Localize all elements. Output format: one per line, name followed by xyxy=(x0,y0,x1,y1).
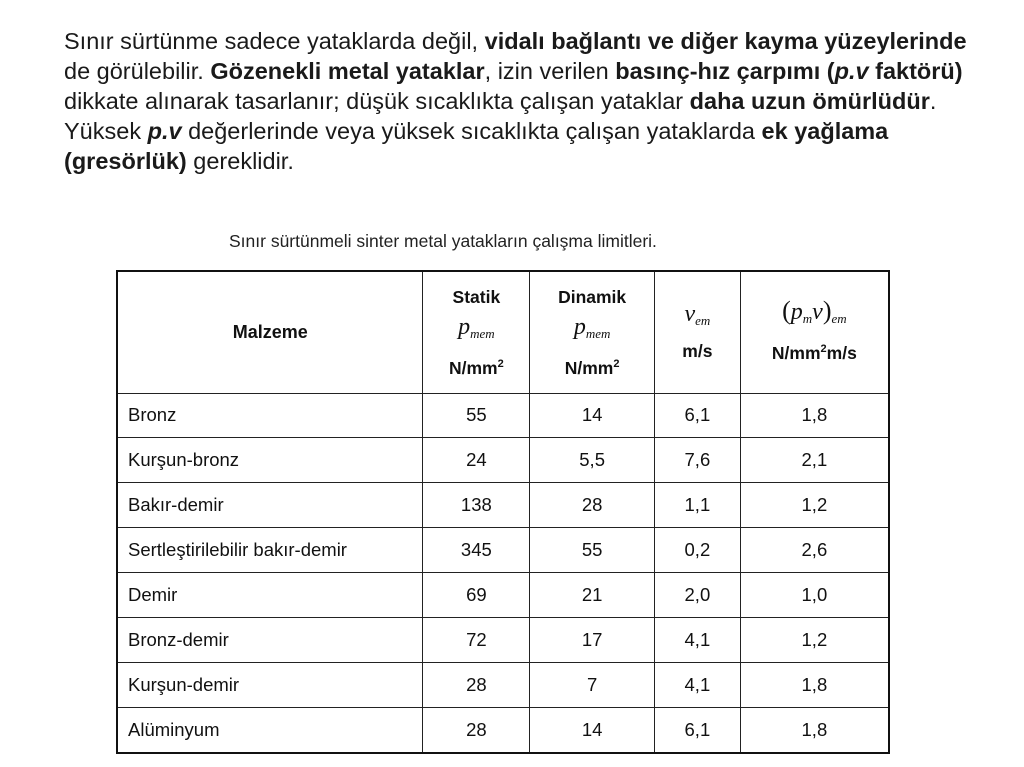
header-pv-sub: em xyxy=(831,311,847,327)
para-bold-3i: p.v xyxy=(834,58,869,84)
table-caption: Sınır sürtünmeli sinter metal yatakların çalışma limitleri. xyxy=(229,231,657,251)
header-dynamic xyxy=(530,271,655,393)
cell-p-static: 138 xyxy=(423,483,530,528)
cell-v: 6,1 xyxy=(655,707,741,753)
cell-v: 1,1 xyxy=(655,483,741,528)
cell-p-dynamic: 17 xyxy=(530,617,655,662)
intro-paragraph xyxy=(64,26,994,176)
table-row xyxy=(117,707,889,753)
cell-v: 6,1 xyxy=(655,393,741,438)
bearing-limits-table xyxy=(116,270,890,754)
header-speed-sub: em xyxy=(695,312,711,328)
cell-v: 4,1 xyxy=(655,662,741,707)
cell-material: Demir xyxy=(117,573,423,618)
cell-material: Kurşun-bronz xyxy=(117,438,423,483)
cell-v: 0,2 xyxy=(655,528,741,573)
cell-pv: 1,2 xyxy=(740,483,889,528)
header-dynamic-label: Dinamik xyxy=(558,286,627,307)
header-speed-symbol: v xyxy=(684,300,696,327)
header-pv-unit-a: N/mm xyxy=(771,343,821,364)
para-text-3: , izin verilen xyxy=(484,58,616,84)
cell-material: Bakır-demir xyxy=(117,483,423,528)
cell-p-static: 69 xyxy=(423,573,530,618)
cell-pv: 2,1 xyxy=(740,438,889,483)
para-text-5: . Yüksek xyxy=(64,88,937,144)
cell-p-dynamic: 28 xyxy=(530,483,655,528)
header-dynamic-symbol: p xyxy=(573,313,586,340)
para-text-2: de görülebilir. xyxy=(64,58,211,84)
cell-material: Kurşun-demir xyxy=(117,662,423,707)
para-bold-3a: basınç-hız çarpımı ( xyxy=(615,58,835,84)
table-row xyxy=(117,393,889,438)
header-static-unit-exp: 2 xyxy=(497,357,504,370)
table-row xyxy=(117,573,889,618)
header-speed-unit: m/s xyxy=(682,340,713,361)
header-static-label: Statik xyxy=(452,286,501,307)
header-pv-p-sub: m xyxy=(802,311,813,327)
para-bold-1: vidalı bağlantı ve diğer kayma yüzeylerinde xyxy=(484,28,967,54)
header-speed xyxy=(655,271,741,393)
header-pv-unit-exp: 2 xyxy=(820,343,827,356)
cell-p-static: 24 xyxy=(423,438,530,483)
para-text-4: dikkate alınarak tasarlanır; düşük sıcaklıkta çalışan yataklar xyxy=(64,88,690,114)
header-pv-v: v xyxy=(812,299,823,326)
header-static xyxy=(423,271,530,393)
table-row xyxy=(117,528,889,573)
cell-material: Sertleştirilebilir bakır-demir xyxy=(117,528,423,573)
cell-p-static: 28 xyxy=(423,707,530,753)
header-material: Malzeme xyxy=(117,271,423,393)
para-bold-2: Gözenekli metal yataklar xyxy=(210,58,485,84)
table-row xyxy=(117,483,889,528)
para-text-1: Sınır sürtünme sadece yataklarda değil, xyxy=(64,28,485,54)
cell-pv: 2,6 xyxy=(740,528,889,573)
cell-v: 7,6 xyxy=(655,438,741,483)
cell-p-dynamic: 5,5 xyxy=(530,438,655,483)
cell-p-dynamic: 14 xyxy=(530,707,655,753)
cell-p-static: 72 xyxy=(423,617,530,662)
header-pv-unit-b: m/s xyxy=(826,343,857,364)
para-bold-6: ek yağlama (gresörlük) xyxy=(64,118,889,174)
table-row xyxy=(117,617,889,662)
table-row xyxy=(117,662,889,707)
para-bold-4: daha uzun ömürlüdür xyxy=(689,88,930,114)
header-static-unit: N/mm xyxy=(448,357,498,378)
para-bold-3b: faktörü) xyxy=(868,58,963,84)
para-text-7: gereklidir. xyxy=(186,148,294,174)
cell-v: 4,1 xyxy=(655,617,741,662)
header-pv: $(p_mv)_{em}$ $N/mm^2m/s$ xyxy=(740,271,889,393)
cell-p-dynamic: 7 xyxy=(530,662,655,707)
cell-v: 2,0 xyxy=(655,573,741,618)
cell-p-static: 345 xyxy=(423,528,530,573)
cell-p-static: 55 xyxy=(423,393,530,438)
cell-pv: 1,8 xyxy=(740,707,889,753)
cell-pv: 1,2 xyxy=(740,617,889,662)
cell-p-dynamic: 14 xyxy=(530,393,655,438)
header-pv-p: p xyxy=(790,299,803,326)
cell-p-static: 28 xyxy=(423,662,530,707)
cell-p-dynamic: 55 xyxy=(530,528,655,573)
para-bold-5: p.v xyxy=(147,118,182,144)
table-row xyxy=(117,438,889,483)
header-static-sub: mem xyxy=(470,325,495,341)
header-static-symbol: p xyxy=(458,313,471,340)
header-dynamic-unit: N/mm xyxy=(564,357,614,378)
cell-pv: 1,8 xyxy=(740,662,889,707)
header-row xyxy=(117,271,889,393)
cell-p-dynamic: 21 xyxy=(530,573,655,618)
header-dynamic-sub: mem xyxy=(585,325,611,341)
cell-material: Bronz-demir xyxy=(117,617,423,662)
cell-material: Bronz xyxy=(117,393,423,438)
para-text-6: değerlerinde veya yüksek sıcaklıkta çalışan yataklarda xyxy=(181,118,762,144)
cell-pv: 1,0 xyxy=(740,573,889,618)
header-dynamic-unit-exp: 2 xyxy=(613,357,620,370)
cell-pv: 1,8 xyxy=(740,393,889,438)
cell-material: Alüminyum xyxy=(117,707,423,753)
